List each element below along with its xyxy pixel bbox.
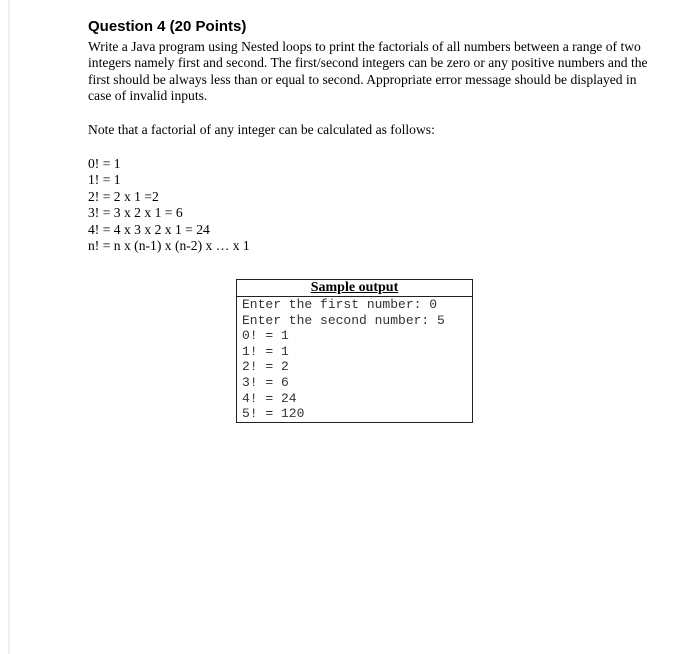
page-edge-rule xyxy=(8,0,10,654)
console-line: 2! = 2 xyxy=(242,359,289,375)
question-document xyxy=(88,18,648,254)
console-line: 0! = 1 xyxy=(242,328,289,344)
formula-line: 1! = 1 xyxy=(88,172,121,188)
console-line: 4! = 24 xyxy=(242,390,297,406)
sample-output-console xyxy=(237,296,472,422)
formula-line: n! = n x (n-1) x (n-2) x … x 1 xyxy=(88,238,250,254)
question-body: Write a Java program using Nested loops to print the factorials of all numbers between a range of two integers namely first and second. The first/second integers can be zero or any positive numbers and the first should be always less than or equal to second. Appropriate error message should be displayed in case of invalid inputs. xyxy=(88,39,648,104)
sample-output-title: Sample output xyxy=(310,280,399,295)
console-line: Enter the first number: 0 xyxy=(242,297,438,312)
factorial-formulas xyxy=(88,156,648,254)
console-line: 5! = 120 xyxy=(242,406,305,422)
formula-line: 2! = 2 x 1 =2 xyxy=(88,188,159,204)
sample-output-box xyxy=(236,279,473,423)
console-line: 1! = 1 xyxy=(242,343,289,359)
console-line: Enter the second number: 5 xyxy=(242,312,445,328)
factorial-note: Note that a factorial of any integer can be calculated as follows: xyxy=(88,121,435,137)
formula-line: 3! = 3 x 2 x 1 = 6 xyxy=(88,205,183,221)
formula-line: 0! = 1 xyxy=(88,156,121,172)
formula-line: 4! = 4 x 3 x 2 x 1 = 24 xyxy=(88,221,210,237)
question-title: Question 4 (20 Points) xyxy=(88,18,247,35)
console-line: 3! = 6 xyxy=(242,374,289,390)
